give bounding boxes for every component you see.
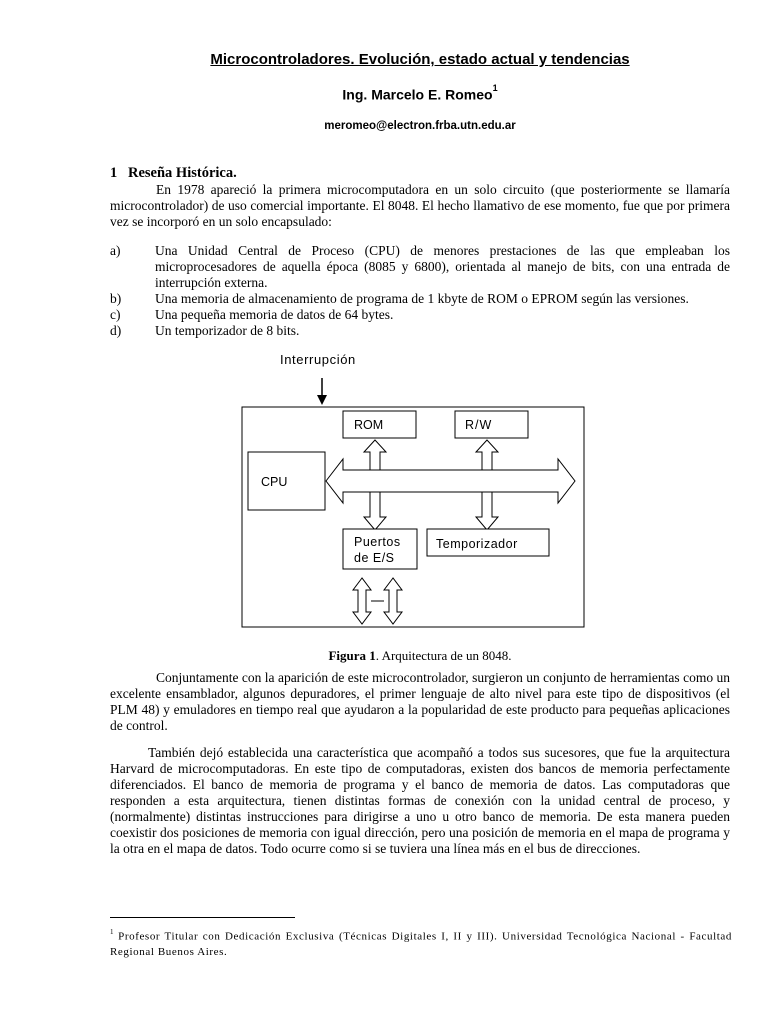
ports-label-line1: Puertos <box>354 535 401 549</box>
interrupt-arrow-head <box>317 395 327 405</box>
footnote-text: Profesor Titular con Dedicación Exclusiva (Técnicas Digitales I, II y III). Universidad Tecnológica Nacional - Facultad Regional Buenos Aires. <box>110 930 732 958</box>
chip-boundary <box>242 407 584 627</box>
paragraph-intro <box>110 182 730 230</box>
list-marker: a) <box>110 243 121 258</box>
footnote-mark: 1 <box>110 928 115 936</box>
list-text: Una memoria de almacenamiento de programa de 1 kbyte de ROM o EPROM según las versiones. <box>155 291 689 306</box>
list-text: Una pequeña memoria de datos de 64 bytes. <box>155 307 394 322</box>
io-arrow-left <box>353 578 371 624</box>
paragraph-harvard <box>110 745 730 857</box>
paper-title: Microcontroladores. Evolución, estado actual y tendencias <box>210 51 630 68</box>
section-heading <box>110 165 237 182</box>
list-text: Un temporizador de 8 bits. <box>155 323 300 338</box>
list-text: Una Unidad Central de Proceso (CPU) de menores prestaciones de las que empleaban los microprocesadores de aquella época (8085 y 6800), orientada al manejo de bits, con una entrada de interrupción externa. <box>155 243 730 290</box>
rw-label: R/W <box>465 418 493 432</box>
author-footnote-mark: 1 <box>492 83 498 93</box>
list-item <box>110 291 730 307</box>
ports-label-line2: de E/S <box>354 551 395 565</box>
paragraph-tools <box>110 670 730 734</box>
figure-caption-label: Figura 1 <box>328 648 376 663</box>
footnote <box>110 926 732 960</box>
data-bus-arrow <box>326 459 575 503</box>
author-name: Ing. Marcelo E. Romeo <box>342 86 493 103</box>
figure-caption-text: . Arquitectura de un 8048. <box>375 648 512 663</box>
list-marker: c) <box>110 307 121 322</box>
timer-label: Temporizador <box>436 537 518 551</box>
author-line <box>0 83 768 103</box>
figure-caption <box>0 648 768 664</box>
rom-label: ROM <box>354 418 384 432</box>
footnote-rule <box>110 917 295 918</box>
list-marker: d) <box>110 323 122 338</box>
list-item <box>110 243 730 291</box>
list-item <box>110 323 730 339</box>
list-marker: b) <box>110 291 122 306</box>
cpu-label: CPU <box>261 475 288 489</box>
paragraph-harvard-text: También dejó establecida una característica que acompañó a todos sus sucesores, que fue la arquitectura Harvard de microcomputadoras. En este tipo de computadoras, existen dos bancos de memoria perfectamente diferenciados. El banco de memoria de programa y el banco de memoria de datos. Las computadoras que responden a esta arquitectura, tienen distintas formas de conexión con la unidad central de proceso, y (normalmente) distintas instrucciones para dirigirse a uno u otro banco de memoria. De esta manera pueden coexistir dos posiciones de memoria con igual dirección, pero una posición de memoria en el mapa de programa y la otra en el mapa de datos. Todo ocurre como si se tuviera una línea más en el bus de direcciones. <box>110 745 730 856</box>
paragraph-tools-text: Conjuntamente con la aparición de este microcontrolador, surgieron un conjunto de herramientas como un excelente ensamblador, algunos depuradores, el primer lenguaje de alto nivel para este tipo de dispositivos (el PLM 48) y emuladores en tiempo real que ayudaron a la popularidad de este producto para pequeñas aplicaciones de control. <box>110 670 730 733</box>
io-arrow-right <box>384 578 402 624</box>
section-title: Reseña Histórica. <box>128 165 237 181</box>
feature-list <box>110 243 730 339</box>
paragraph-intro-text: En 1978 apareció la primera microcomputadora en un solo circuito (que posteriormente se llamaría microcontrolador) de uso comercial importante. El 8048. El hecho llamativo de ese momento, fue que por primera vez se incorporó en un solo encapsulado: <box>110 182 730 229</box>
architecture-diagram <box>0 340 768 640</box>
author-email: meromeo@electron.frba.utn.edu.ar <box>324 120 516 132</box>
section-number: 1 <box>110 165 118 181</box>
list-item <box>110 307 730 323</box>
interrupt-label: Interrupción <box>280 352 356 367</box>
